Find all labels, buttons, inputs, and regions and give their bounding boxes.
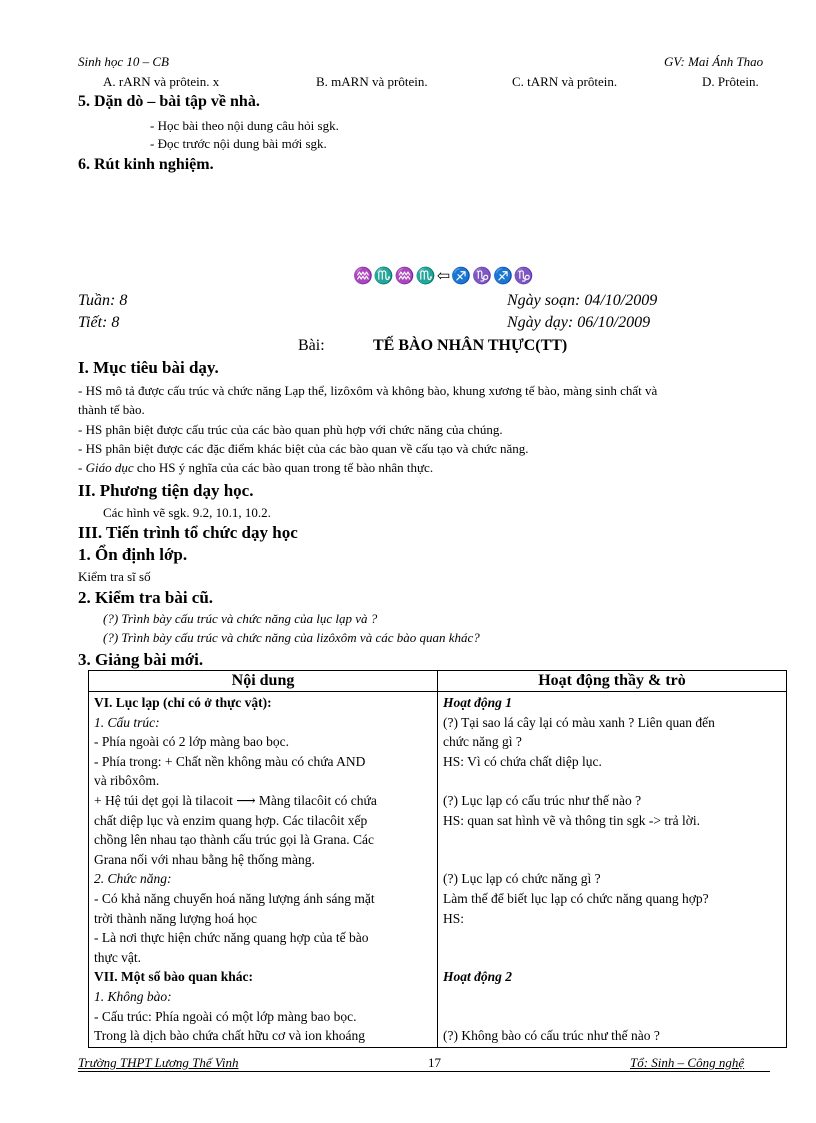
means-text: Các hình vẽ sgk. 9.2, 10.1, 10.2. <box>103 505 271 520</box>
activity-line: (?) Lục lạp có chức năng gì ? <box>443 871 601 887</box>
content-line: Trong là dịch bào chứa chất hữu cơ và ion khoáng <box>94 1028 365 1044</box>
answer-d: D. Prôtein. <box>702 74 759 89</box>
spacer <box>443 928 781 948</box>
activity-line: (?) Tại sao lá cây lại có màu xanh ? Liên quan đến <box>443 714 715 730</box>
activity-line: HS: Vì có chứa chất diệp lục. <box>443 753 602 769</box>
content-line: chất diệp lục và enzim quang hợp. Các tilacôit xếp <box>94 812 368 828</box>
activity-line: HS: <box>443 910 465 926</box>
spacer <box>443 987 781 1007</box>
objective-1b: thành tế bào. <box>78 402 145 417</box>
step1-text: Kiểm tra sĩ số <box>78 569 151 584</box>
content-line: thực vật. <box>94 949 142 965</box>
table-header-row <box>89 671 787 692</box>
footer-group: Tổ: Sinh – Công nghệ <box>630 1055 745 1070</box>
header-subject: Sinh học 10 – CB <box>78 54 169 69</box>
content-line: - Phía trong: + Chất nền không màu có chứa AND <box>94 753 366 769</box>
header-teacher: GV: Mai Ánh Thao <box>664 54 764 69</box>
lesson-label: Bài: <box>298 337 325 354</box>
table-header-content: Nội dung <box>89 671 438 692</box>
step3-title: 3. Giảng bài mới. <box>78 650 204 669</box>
function-subheading: 2. Chức năng: <box>94 871 172 887</box>
answer-c: C. tARN và prôtein. <box>512 74 618 89</box>
week: Tuần: 8 <box>78 292 128 309</box>
process-title: III. Tiến trình tổ chức dạy học <box>78 523 298 542</box>
structure-subheading: 1. Cấu trúc: <box>94 714 160 730</box>
spacer <box>443 1007 781 1027</box>
table-row <box>89 692 787 1048</box>
content-line: chồng lên nhau tạo thành cấu trúc gọi là Grana. Các <box>94 832 375 848</box>
section5-item-1: - Học bài theo nội dung câu hỏi sgk. <box>150 118 339 133</box>
step2-question-1: (?) Trình bày cấu trúc và chức năng của lục lạp và ? <box>103 611 378 626</box>
section5-title: 5. Dặn dò – bài tập về nhà. <box>78 93 260 110</box>
spacer <box>443 771 781 791</box>
step2-question-2: (?) Trình bày cấu trúc và chức năng của lizôxôm và các bào quan khác? <box>103 630 480 645</box>
objective-4-dash: - <box>78 460 86 475</box>
footer-school: Trường THPT Lương Thế Vinh <box>78 1055 239 1070</box>
activity-line: (?) Lục lạp có cấu trúc như thế nào ? <box>443 792 642 808</box>
answer-b: B. mARN và prôtein. <box>316 74 428 89</box>
answer-a: A. rARN và prôtein. x <box>103 74 220 89</box>
prep-date: Ngày soạn: 04/10/2009 <box>507 292 658 309</box>
spacer <box>443 948 781 968</box>
content-line: - Là nơi thực hiện chức năng quang hợp của tế bào <box>94 930 369 946</box>
spacer <box>443 850 781 870</box>
lesson-title: TẾ BÀO NHÂN THỰC(TT) <box>373 337 568 354</box>
content-cell <box>89 692 438 1048</box>
ornament-divider: ♒♏♒♏⇦♐♑♐♑ <box>353 268 535 285</box>
content-line: và ribôxôm. <box>94 773 160 789</box>
activities-cell <box>438 692 787 1048</box>
activity-line: Làm thế để biết lục lạp có chức năng quang hợp? <box>443 890 709 906</box>
objectives-title: I. Mục tiêu bài dạy. <box>78 358 219 377</box>
objective-3: - HS phân biệt được các đặc điểm khác biệt của các bào quan về cấu tạo và chức năng. <box>78 441 529 456</box>
activity-2-heading: Hoạt động 2 <box>443 969 513 985</box>
content-line: - Phía ngoài có 2 lớp màng bao bọc. <box>94 734 289 750</box>
section6-title: 6. Rút kinh nghiệm. <box>78 156 214 173</box>
means-title: II. Phương tiện dạy học. <box>78 481 254 500</box>
content-line: - Có khả năng chuyển hoá năng lượng ánh sáng mặt <box>94 890 375 906</box>
table-header-activities: Hoạt động thầy & trò <box>438 671 787 692</box>
spacer <box>443 830 781 850</box>
objective-2: - HS phân biệt được cấu trúc của các bào quan phù hợp với chức năng của chúng. <box>78 422 503 437</box>
content-line: trời thành năng lượng hoá học <box>94 910 257 926</box>
objective-4-italic: Giáo dục <box>85 460 134 475</box>
objective-4 <box>78 460 433 476</box>
content-line: + Hệ túi dẹt gọi là tilacoit ⟶ Màng tilacôit có chứa <box>94 792 377 808</box>
step1-title: 1. Ổn định lớp. <box>78 545 188 564</box>
heading-other-organelles: VII. Một số bào quan khác: <box>94 969 254 985</box>
vacuole-subheading: 1. Không bào: <box>94 988 172 1004</box>
activity-line: (?) Không bào có cấu trúc như thế nào ? <box>443 1028 660 1044</box>
objective-1a: - HS mô tả được cấu trúc và chức năng Lạp thể, lizôxôm và không bào, khung xương tế bào, màng sinh chất và <box>78 383 658 398</box>
footer-page-number: 17 <box>428 1055 441 1070</box>
activity-line: HS: quan sat hình vẽ và thông tin sgk -> trả lời. <box>443 812 700 828</box>
activity-line: chức năng gì ? <box>443 734 522 750</box>
content-line: - Cấu trúc: Phía ngoài có một lớp màng bao bọc. <box>94 1008 357 1024</box>
step2-title: 2. Kiểm tra bài cũ. <box>78 588 214 607</box>
period: Tiết: 8 <box>78 314 120 331</box>
teach-date: Ngày dạy: 06/10/2009 <box>507 314 651 331</box>
content-line: Grana nối với nhau bằng hệ thống màng. <box>94 851 315 867</box>
objective-4-rest: cho HS ý nghĩa của các bào quan trong tế bào nhân thực. <box>133 460 434 475</box>
activity-1-heading: Hoạt động 1 <box>443 695 513 710</box>
lesson-table <box>88 670 787 1048</box>
section5-item-2: - Đọc trước nội dung bài mới sgk. <box>150 136 327 151</box>
heading-chloroplast: VI. Lục lạp (chỉ có ở thực vật): <box>94 695 272 710</box>
footer-divider <box>78 1071 770 1072</box>
